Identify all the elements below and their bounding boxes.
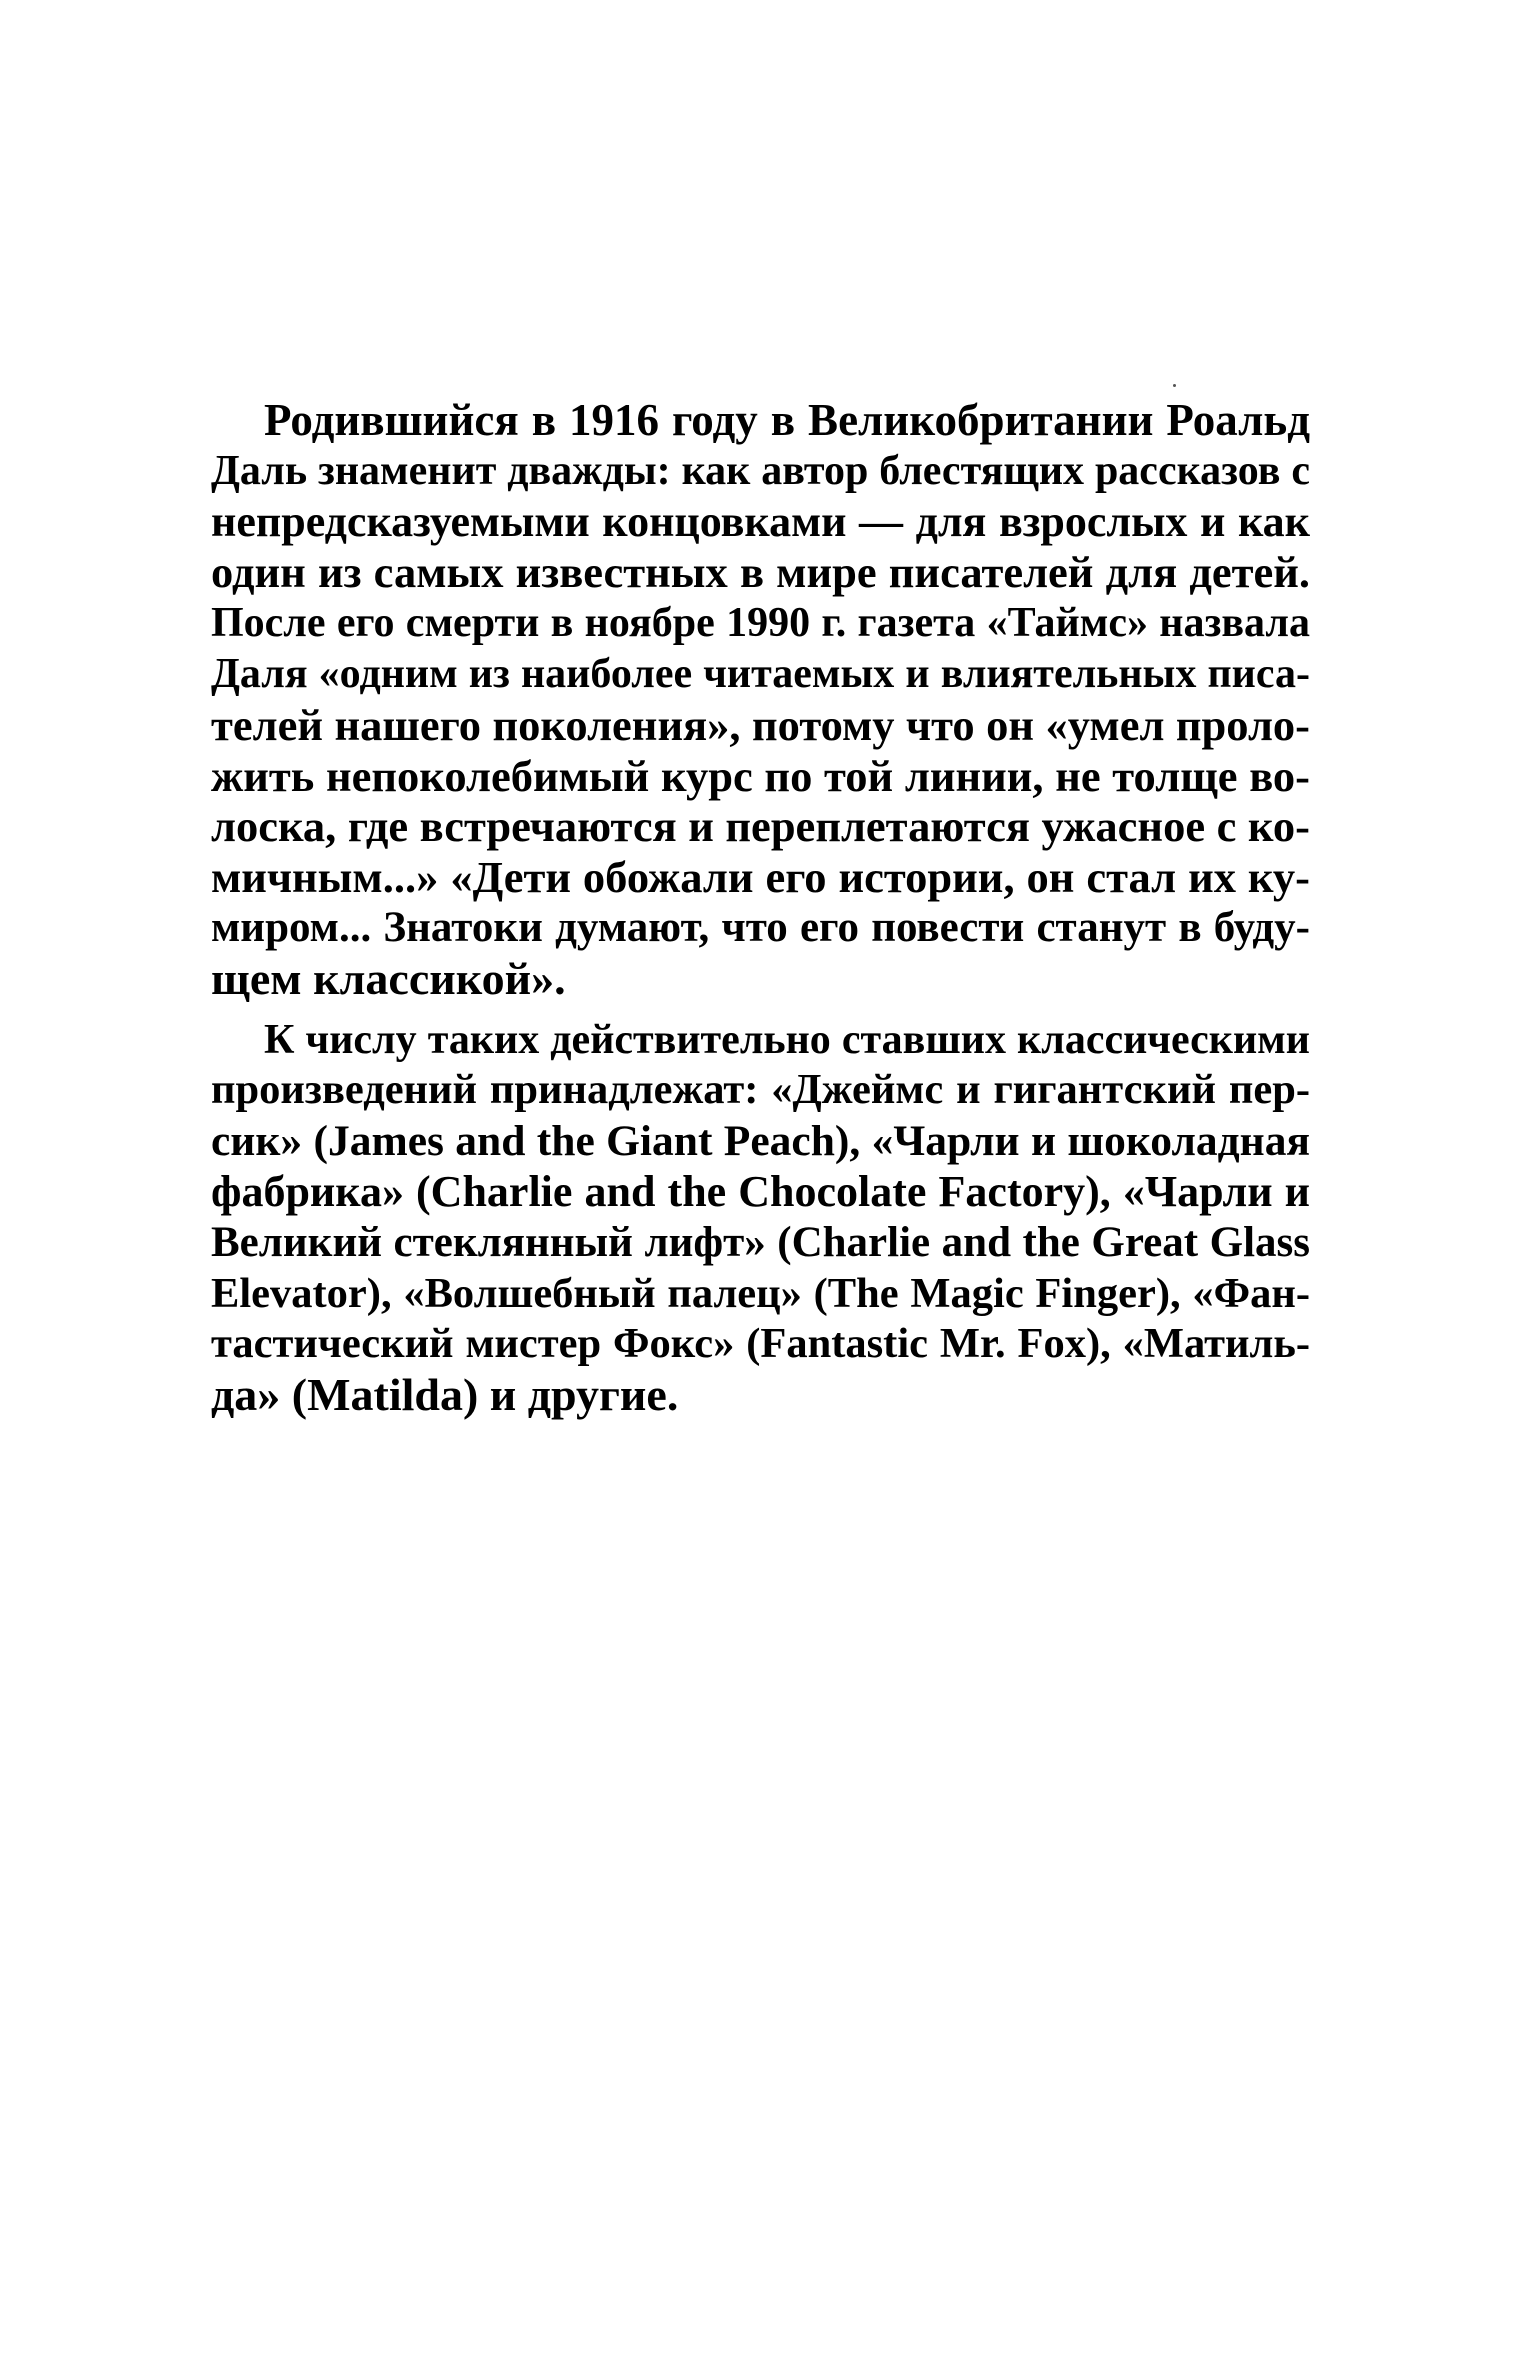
text-line: телей нашего поколения», потому что он «умел проло-	[211, 699, 1310, 750]
text-line: сик» (James and the Giant Peach), «Чарли и шоколадная	[211, 1117, 1310, 1166]
paragraph-1	[211, 395, 1310, 1005]
text-line: К числу таких действительно ставших классическими	[264, 1016, 1310, 1063]
print-speck	[1173, 384, 1176, 387]
text-line: тастический мистер Фокс» (Fantastic Mr. Fox), «Матиль-	[211, 1320, 1310, 1368]
text-line: Даль знаменит дважды: как автор блестящих рассказов с	[211, 447, 1310, 494]
text-line: произведений принадлежат: «Джеймс и гигантский пер-	[211, 1066, 1310, 1114]
paragraph-2	[211, 1015, 1310, 1421]
text-line: непредсказуемыми концовками — для взрослых и как	[211, 496, 1310, 546]
text-line: мичным...» «Дети обожали его истории, он стал их ку-	[211, 852, 1310, 903]
text-line: фабрика» (Charlie and the Chocolate Factory), «Чарли и	[211, 1166, 1310, 1216]
text-line: лоска, где встречаются и переплетаются ужасное с ко-	[211, 801, 1310, 852]
text-line: Даля «одним из наиболее читаемых и влиятельных писа-	[211, 650, 1310, 697]
paragraph-gap	[211, 1005, 1310, 1015]
body-text	[211, 395, 1310, 1421]
text-line: Elevator), «Волшебный палец» (The Magic Finger), «Фан-	[211, 1269, 1310, 1317]
text-line: Родившийся в 1916 году в Великобритании Роальд	[264, 395, 1310, 445]
text-line: щем классикой».	[211, 952, 566, 1004]
text-line: После его смерти в ноябре 1990 г. газета «Таймс» назвала	[211, 600, 1310, 647]
text-line: жить непоколебимый курс по той линии, не толще во-	[211, 750, 1310, 801]
text-line: да» (Matilda) и другие.	[211, 1369, 679, 1421]
text-line: один из самых известных в мире писателей для детей.	[211, 547, 1310, 598]
text-line: миром... Знатоки думают, что его повести станут в буду-	[211, 903, 1310, 951]
text-line: Великий стеклянный лифт» (Charlie and the Great Glass	[211, 1218, 1310, 1266]
